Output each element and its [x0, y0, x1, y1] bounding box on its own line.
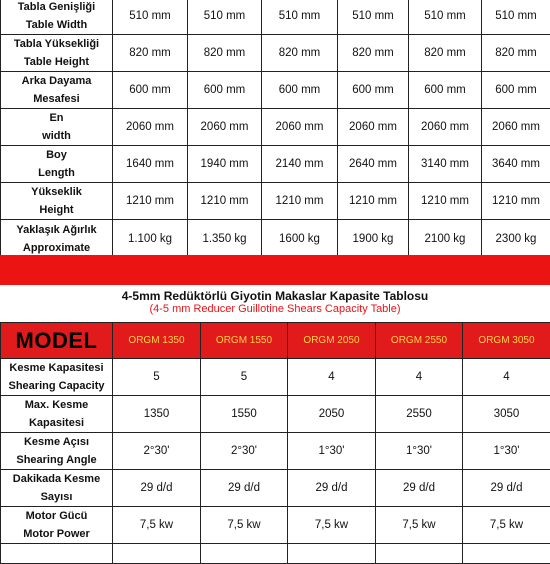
table-cell: 7,5 kw [288, 507, 376, 544]
table-cell: 1550 [201, 396, 288, 433]
table-cell: 29 d/d [463, 470, 550, 507]
table-cell: 1210 mm [113, 183, 188, 220]
table-cell: 29 d/d [201, 470, 288, 507]
table-cell: 7,5 kw [463, 507, 550, 544]
table-row [1, 396, 550, 433]
table-cell: 1°30' [288, 433, 376, 470]
table-cell: 1940 mm [188, 146, 262, 183]
table-cell: 2060 mm [262, 109, 338, 146]
table-cell: 1.100 kg [113, 220, 188, 258]
table-cell: 5 [201, 359, 288, 396]
table-cell [201, 544, 288, 564]
table-cell: 3140 mm [409, 146, 482, 183]
row-label: Max. Kesme Kapasitesi [1, 396, 113, 433]
table-cell: 600 mm [409, 72, 482, 109]
table-cell: 1210 mm [409, 183, 482, 220]
table-cell: 1°30' [376, 433, 463, 470]
table-cell: 29 d/d [113, 470, 201, 507]
section-subtitle: (4-5 mm Reducer Guillotine Shears Capacity Table) [0, 303, 550, 316]
table-cell: 510 mm [262, 0, 338, 35]
table-cell [288, 544, 376, 564]
red-divider-band [0, 255, 550, 285]
table-cell: 29 d/d [288, 470, 376, 507]
table-cell: 600 mm [482, 72, 550, 109]
table-cell: 600 mm [113, 72, 188, 109]
table-cell: 1900 kg [338, 220, 409, 258]
row-label: Kesme Kapasitesi Shearing Capacity [1, 359, 113, 396]
table-cell: 2550 [376, 396, 463, 433]
table-row [1, 433, 550, 470]
table-cell: 1210 mm [338, 183, 409, 220]
model-name: ORGM 1550 [201, 323, 288, 359]
table-cell: 7,5 kw [201, 507, 288, 544]
row-label: Tabla Yüksekliği Table Height [1, 35, 113, 72]
capacity-table [0, 322, 550, 564]
table-cell: 5 [113, 359, 201, 396]
table-cell [113, 544, 201, 564]
table-cell: 4 [376, 359, 463, 396]
table-row [1, 544, 550, 564]
table-cell [376, 544, 463, 564]
table-cell: 2060 mm [113, 109, 188, 146]
table-cell: 1210 mm [188, 183, 262, 220]
table-cell: 820 mm [113, 35, 188, 72]
table-cell: 3050 [463, 396, 550, 433]
table-cell: 510 mm [338, 0, 409, 35]
table-cell: 510 mm [188, 0, 262, 35]
section-title: 4-5mm Redüktörlü Giyotin Makaslar Kapasite Tablosu [0, 289, 550, 303]
table-cell: 820 mm [188, 35, 262, 72]
model-header-row [1, 323, 550, 359]
table-cell: 600 mm [338, 72, 409, 109]
table-cell: 510 mm [113, 0, 188, 35]
table-row [1, 183, 550, 220]
row-label: Dakikada Kesme Sayısı [1, 470, 113, 507]
table-row [1, 359, 550, 396]
table-cell: 4 [288, 359, 376, 396]
table-cell: 820 mm [262, 35, 338, 72]
table-cell: 2640 mm [338, 146, 409, 183]
table-row [1, 507, 550, 544]
model-name: ORGM 1350 [113, 323, 201, 359]
table-cell: 1600 kg [262, 220, 338, 258]
table-cell: 1°30' [463, 433, 550, 470]
table-cell: 1640 mm [113, 146, 188, 183]
table-row [1, 35, 550, 72]
table-cell: 2060 mm [188, 109, 262, 146]
row-label: Motor Gücü Motor Power [1, 507, 113, 544]
table-cell: 820 mm [338, 35, 409, 72]
table-cell: 2060 mm [409, 109, 482, 146]
table-cell: 4 [463, 359, 550, 396]
row-label: Tabla Genişliği Table Width [1, 0, 113, 35]
table-cell: 2060 mm [338, 109, 409, 146]
table-row [1, 109, 550, 146]
table-cell: 7,5 kw [376, 507, 463, 544]
table-cell: 1210 mm [262, 183, 338, 220]
row-label: Kesme Açısı Shearing Angle [1, 433, 113, 470]
table-cell: 510 mm [482, 0, 550, 35]
table-cell: 820 mm [409, 35, 482, 72]
table-cell: 2060 mm [482, 109, 550, 146]
table-cell: 820 mm [482, 35, 550, 72]
table-cell [463, 544, 550, 564]
model-name: ORGM 3050 [463, 323, 550, 359]
row-label: Yükseklik Height [1, 183, 113, 220]
table-row [1, 72, 550, 109]
table-cell: 600 mm [262, 72, 338, 109]
table-cell: 29 d/d [376, 470, 463, 507]
row-label: En width [1, 109, 113, 146]
model-header: MODEL [1, 323, 113, 359]
table-cell: 1210 mm [482, 183, 550, 220]
table-cell: 2100 kg [409, 220, 482, 258]
table-row [1, 220, 550, 258]
row-label: Boy Length [1, 146, 113, 183]
dimensions-table [0, 0, 550, 258]
table-cell: 1350 [113, 396, 201, 433]
table-cell: 2°30' [201, 433, 288, 470]
row-label: Yaklaşık Ağırlık Approximate [1, 220, 113, 258]
table-row [1, 146, 550, 183]
table-cell: 510 mm [409, 0, 482, 35]
row-label: Arka Dayama Mesafesi [1, 72, 113, 109]
table-row [1, 0, 550, 35]
table-cell: 2°30' [113, 433, 201, 470]
table-row [1, 470, 550, 507]
table-cell: 2140 mm [262, 146, 338, 183]
table-cell [1, 544, 113, 564]
table-cell: 1.350 kg [188, 220, 262, 258]
table-cell: 600 mm [188, 72, 262, 109]
model-name: ORGM 2550 [376, 323, 463, 359]
model-name: ORGM 2050 [288, 323, 376, 359]
table-cell: 2300 kg [482, 220, 550, 258]
table-cell: 7,5 kw [113, 507, 201, 544]
table-cell: 3640 mm [482, 146, 550, 183]
table-cell: 2050 [288, 396, 376, 433]
